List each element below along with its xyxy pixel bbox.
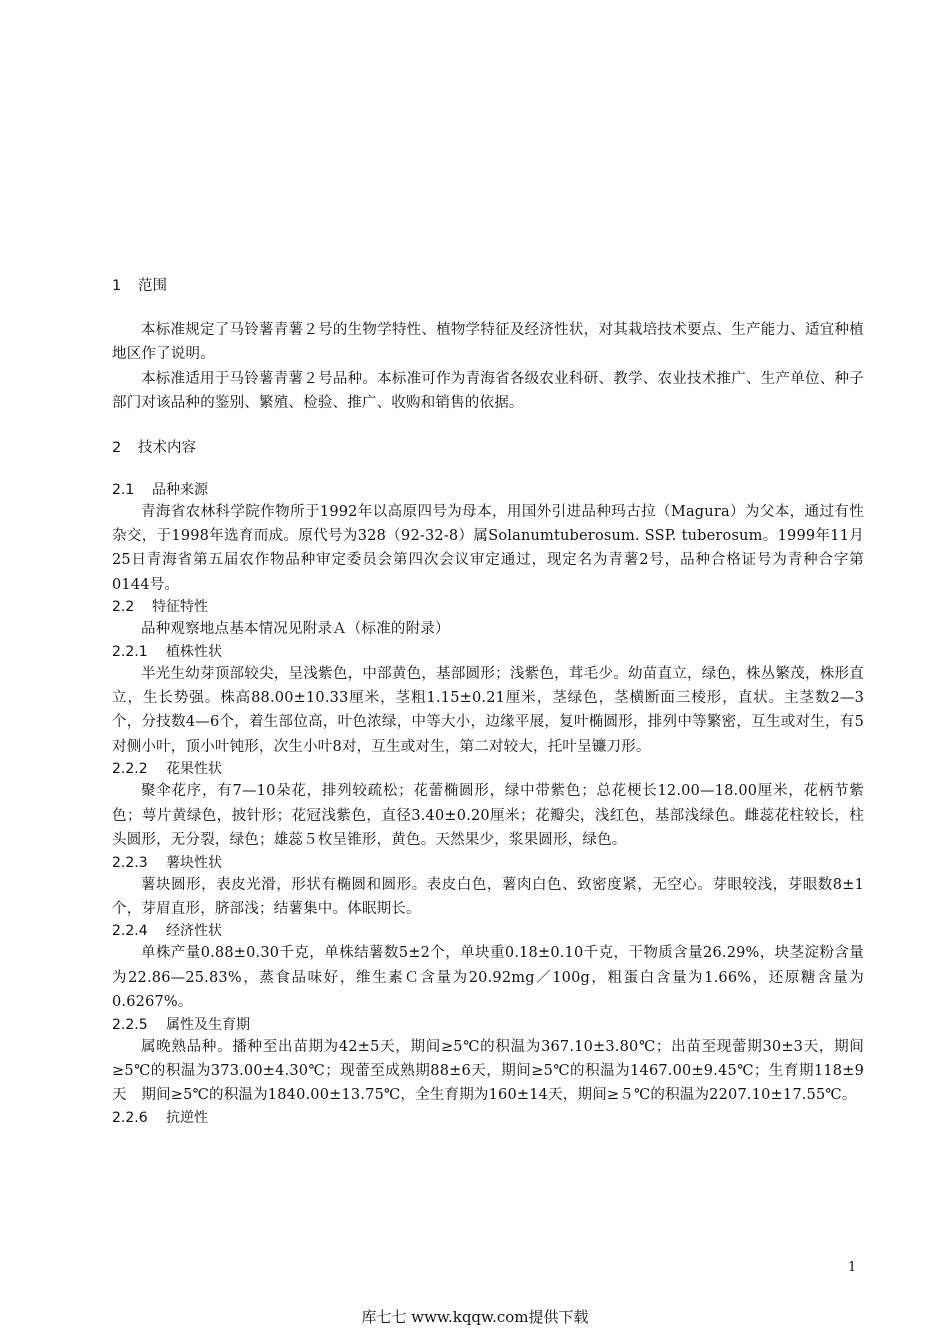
document-body [112, 276, 864, 1128]
section-number: 2.2 [112, 599, 135, 616]
page-number: 1 [848, 1260, 857, 1275]
section-number: 2.1 [112, 481, 135, 498]
section-title: 抗逆性 [166, 1109, 208, 1126]
subsection-heading-2-2-1 [112, 642, 864, 662]
section-title: 属性及生育期 [166, 1016, 250, 1033]
section-title: 品种来源 [152, 481, 208, 498]
section-number: 2 [112, 439, 122, 456]
subsection-heading-2-1 [112, 480, 864, 500]
section-title: 经济性状 [166, 923, 222, 940]
section-title: 范围 [138, 278, 167, 294]
paragraph: 薯块圆形，表皮光滑，形状有椭圆和圆形。表皮白色，薯肉白色、致密度紧，无空心。芽眼较浅，芽眼数8±1个，芽眉直形，脐部浅；结薯集中。体眠期长。 [112, 876, 864, 917]
section-number: 2.2.6 [112, 1109, 148, 1126]
paragraph: 聚伞花序，有7—10朵花，排列较疏松；花蕾椭圆形，绿中带紫色；总花梗长12.00—18.00厘米，花柄节紫色；萼片黄绿色，披针形；花冠浅紫色，直径3.40±0.20厘米；花瓣尖，浅红色，基部浅绿色。雌蕊花柱较长，柱头圆形，无分裂，绿色；雄蕊５枚呈锥形，黄色。天然果少，浆果圆形，绿色。 [112, 783, 864, 849]
section-number: 2.2.3 [112, 854, 148, 871]
section-number: 2.2.1 [112, 643, 148, 660]
section-heading-2 [112, 438, 864, 458]
paragraph: 品种观察地点基本情况见附录Ａ（标准的附录） [141, 621, 450, 638]
subsection-heading-2-2-6 [112, 1108, 864, 1128]
section-number: 2.2.5 [112, 1016, 148, 1033]
section-title: 技术内容 [138, 439, 196, 456]
paragraph: 半光生幼芽顶部较尖，呈浅紫色，中部黄色，基部圆形；浅紫色，茸毛少。幼苗直立，绿色，株丛繁茂，株形直立，生长势强。株高88.00±10.33厘米，茎粗1.15±0.21厘米，茎绿色，茎横断面三棱形，直状。主茎数2—3个，分技数4—6个，着生部位高，叶色浓绿，中等大小，边缘平展，复叶椭圆形，排列中等繁密，互生或对生，有5对侧小叶，顶小叶钝形，次生小叶8对，互生或对生，第二对较大，托叶呈镰刀形。 [112, 665, 864, 755]
subsection-heading-2-2-3 [112, 853, 864, 873]
paragraph: 青海省农林科学院作物所于1992年以高原四号为母本，用国外引进品种玛古拉（Magura）为父本，通过有性杂交，于1998年选育而成。原代号为328（92-32-8）属Solanumtuberosum. SSP. tuberosum。1999年11月25日青海省第五届农作物品种审定委员会第四次会议审定通过，现定名为青薯2号，品种合格证号为青种合字第0144号。 [112, 503, 864, 593]
paragraph: 属晚熟品种。播种至出苗期为42±5天，期间≥5℃的积温为367.10±3.80℃；出苗至现蕾期30±3天，期间≥5℃的积温为373.00±4.30℃；现蕾至成熟期88±6天，期间≥5℃的积温为1467.00±9.45℃；生育期118±9天 期间≥5℃的积温为1840.00±13.75℃，全生育期为160±14天，期间≥５℃的积温为2207.10±17.55℃。 [112, 1038, 864, 1104]
download-footer: 库七七 www.kqqw.com提供下载 [361, 1308, 589, 1326]
subsection-heading-2-2-5 [112, 1015, 864, 1035]
section-title: 花果性状 [166, 761, 222, 778]
section-title: 植株性状 [166, 643, 222, 660]
paragraph: 单株产量0.88±0.30千克，单株结薯数5±2个，单块重0.18±0.10千克，干物质含量26.29%，块茎淀粉含量为22.86—25.83%，蒸食品味好，维生素Ｃ含量为20.92mg／100g，粗蛋白含量为1.66%，还原糖含量为0.6267%。 [112, 945, 864, 1011]
subsection-heading-2-2-2 [112, 759, 864, 779]
subsection-heading-2-2 [112, 597, 864, 617]
section-number: 2.2.2 [112, 761, 148, 778]
section-title: 薯块性状 [166, 854, 222, 871]
subsection-heading-2-2-4 [112, 921, 864, 941]
paragraph: 本标准适用于马铃薯青薯２号品种。本标准可作为青海省各级农业科研、教学、农业技术推广、生产单位、种子部门对该品种的鉴别、繁殖、检验、推广、收购和销售的依据。 [112, 370, 864, 412]
section-title: 特征特性 [152, 599, 208, 616]
section-number: 2.2.4 [112, 923, 148, 940]
paragraph: 本标准规定了马铃薯青薯２号的生物学特性、植物学特征及经济性状，对其栽培技术要点、生产能力、适宜种植地区作了说明。 [112, 322, 864, 363]
section-number: 1 [112, 278, 122, 294]
section-heading-1 [112, 276, 864, 296]
